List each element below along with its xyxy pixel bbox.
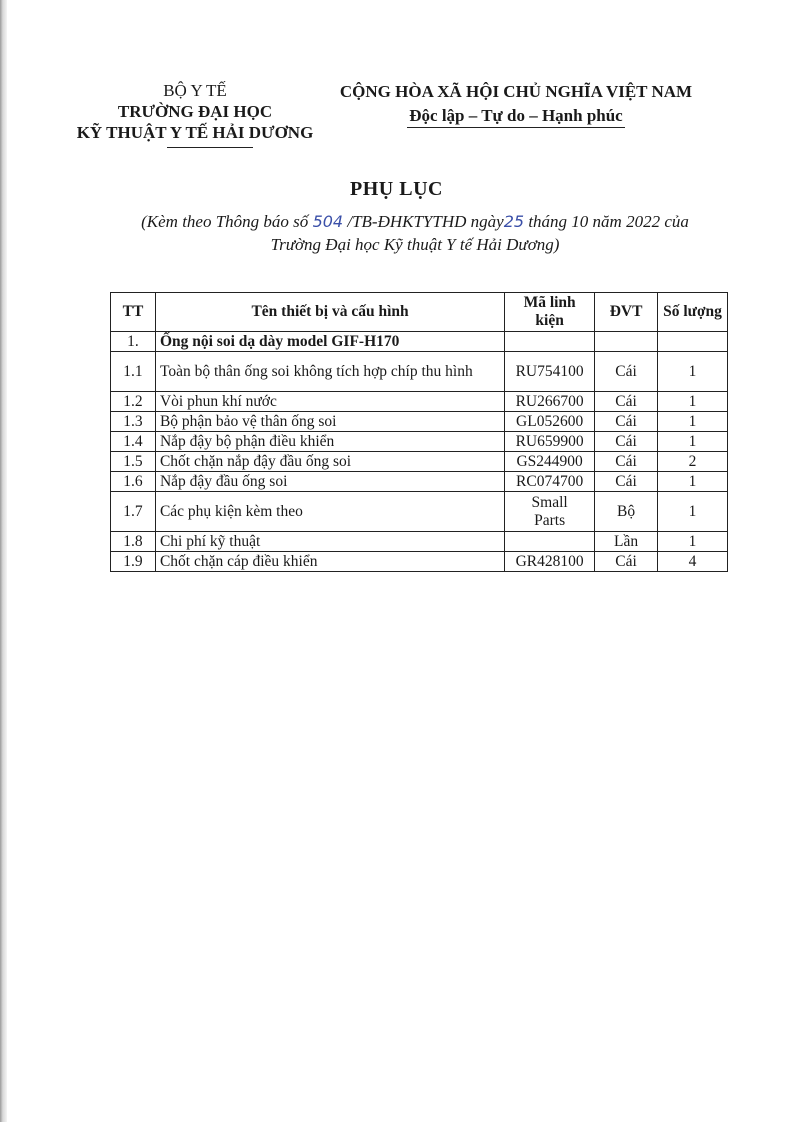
row-tt: 1.2 [111,392,156,412]
table-row [111,492,728,532]
row-tt: 1.7 [111,492,156,532]
row-unit: Cái [595,412,658,432]
table-row [111,432,728,452]
row-qty: 1 [658,412,728,432]
table-row [111,392,728,412]
handwritten-number: 504 [312,212,344,231]
table-row [111,552,728,572]
row-code: GR428100 [505,552,595,572]
row-qty: 4 [658,552,728,572]
row-code: GS244900 [505,452,595,472]
handwritten-day: 25 [503,212,525,231]
row-tt: 1.9 [111,552,156,572]
header-unit: ĐVT [595,293,658,332]
row-tt: 1.6 [111,472,156,492]
header-code: Mã linh kiện [505,293,595,332]
subtitle-part1: (Kèm theo Thông báo số [141,212,313,231]
row-name: Chi phí kỹ thuật [155,532,504,552]
issuer-underline [167,147,253,148]
row-code: RC074700 [505,472,595,492]
row-name: Toàn bộ thân ống soi không tích hợp chíp thu hình [155,352,504,392]
table-row [111,412,728,432]
row-tt: 1.3 [111,412,156,432]
row-name: Chốt chặn cáp điều khiển [155,552,504,572]
row-code: Small Parts [505,492,595,532]
row-name: Các phụ kiện kèm theo [155,492,504,532]
row-unit: Lần [595,532,658,552]
subtitle-part3: tháng 10 năm 2022 của [524,212,689,231]
group-name: Ống nội soi dạ dày model GIF-H170 [155,332,504,352]
table-header-row [111,293,728,332]
table-group-row [111,332,728,352]
row-unit: Cái [595,352,658,392]
scan-edge [0,0,7,1122]
document-subtitle [100,210,730,256]
row-code: GL052600 [505,412,595,432]
subtitle-part2: /TB-ĐHKTYTHD ngày [343,212,504,231]
table-row [111,452,728,472]
national-title: CỘNG HÒA XÃ HỘI CHỦ NGHĨA VIỆT NAM [339,82,693,101]
row-code: RU754100 [505,352,595,392]
row-code: RU266700 [505,392,595,412]
document-title: PHỤ LỤC [350,178,443,200]
header-name: Tên thiết bị và cấu hình [155,293,504,332]
row-tt: 1.4 [111,432,156,452]
group-code [505,332,595,352]
row-unit: Cái [595,392,658,412]
row-name: Nắp đậy đầu ống soi [155,472,504,492]
row-name: Nắp đậy bộ phận điều khiển [155,432,504,452]
table-row [111,532,728,552]
national-motto: Độc lập – Tự do – Hạnh phúc [407,105,624,128]
row-unit: Cái [595,552,658,572]
row-unit: Cái [595,452,658,472]
equipment-table [110,292,728,572]
row-tt: 1.1 [111,352,156,392]
row-unit: Cái [595,432,658,452]
row-qty: 1 [658,392,728,412]
header-tt: TT [111,293,156,332]
group-unit [595,332,658,352]
row-tt: 1.5 [111,452,156,472]
header-qty: Số lượng [658,293,728,332]
row-qty: 1 [658,472,728,492]
table-row [111,472,728,492]
row-name: Chốt chặn nắp đậy đầu ống soi [155,452,504,472]
row-tt: 1.8 [111,532,156,552]
row-qty: 1 [658,532,728,552]
subtitle-line2: Trường Đại học Kỹ thuật Y tế Hải Dương) [270,235,560,254]
row-qty: 2 [658,452,728,472]
row-code [505,532,595,552]
row-unit: Cái [595,472,658,492]
row-qty: 1 [658,432,728,452]
university-name-line1: TRƯỜNG ĐẠI HỌC [117,102,273,121]
row-code: RU659900 [505,432,595,452]
table-row [111,352,728,392]
issuer-block [60,80,330,148]
national-header [330,80,702,128]
group-tt: 1. [111,332,156,352]
university-name-line2: KỸ THUẬT Y TẾ HẢI DƯƠNG [76,123,314,142]
group-qty [658,332,728,352]
row-name: Vòi phun khí nước [155,392,504,412]
row-qty: 1 [658,352,728,392]
row-qty: 1 [658,492,728,532]
ministry-name: BỘ Y TẾ [163,81,227,100]
row-name: Bộ phận bảo vệ thân ống soi [155,412,504,432]
row-unit: Bộ [595,492,658,532]
